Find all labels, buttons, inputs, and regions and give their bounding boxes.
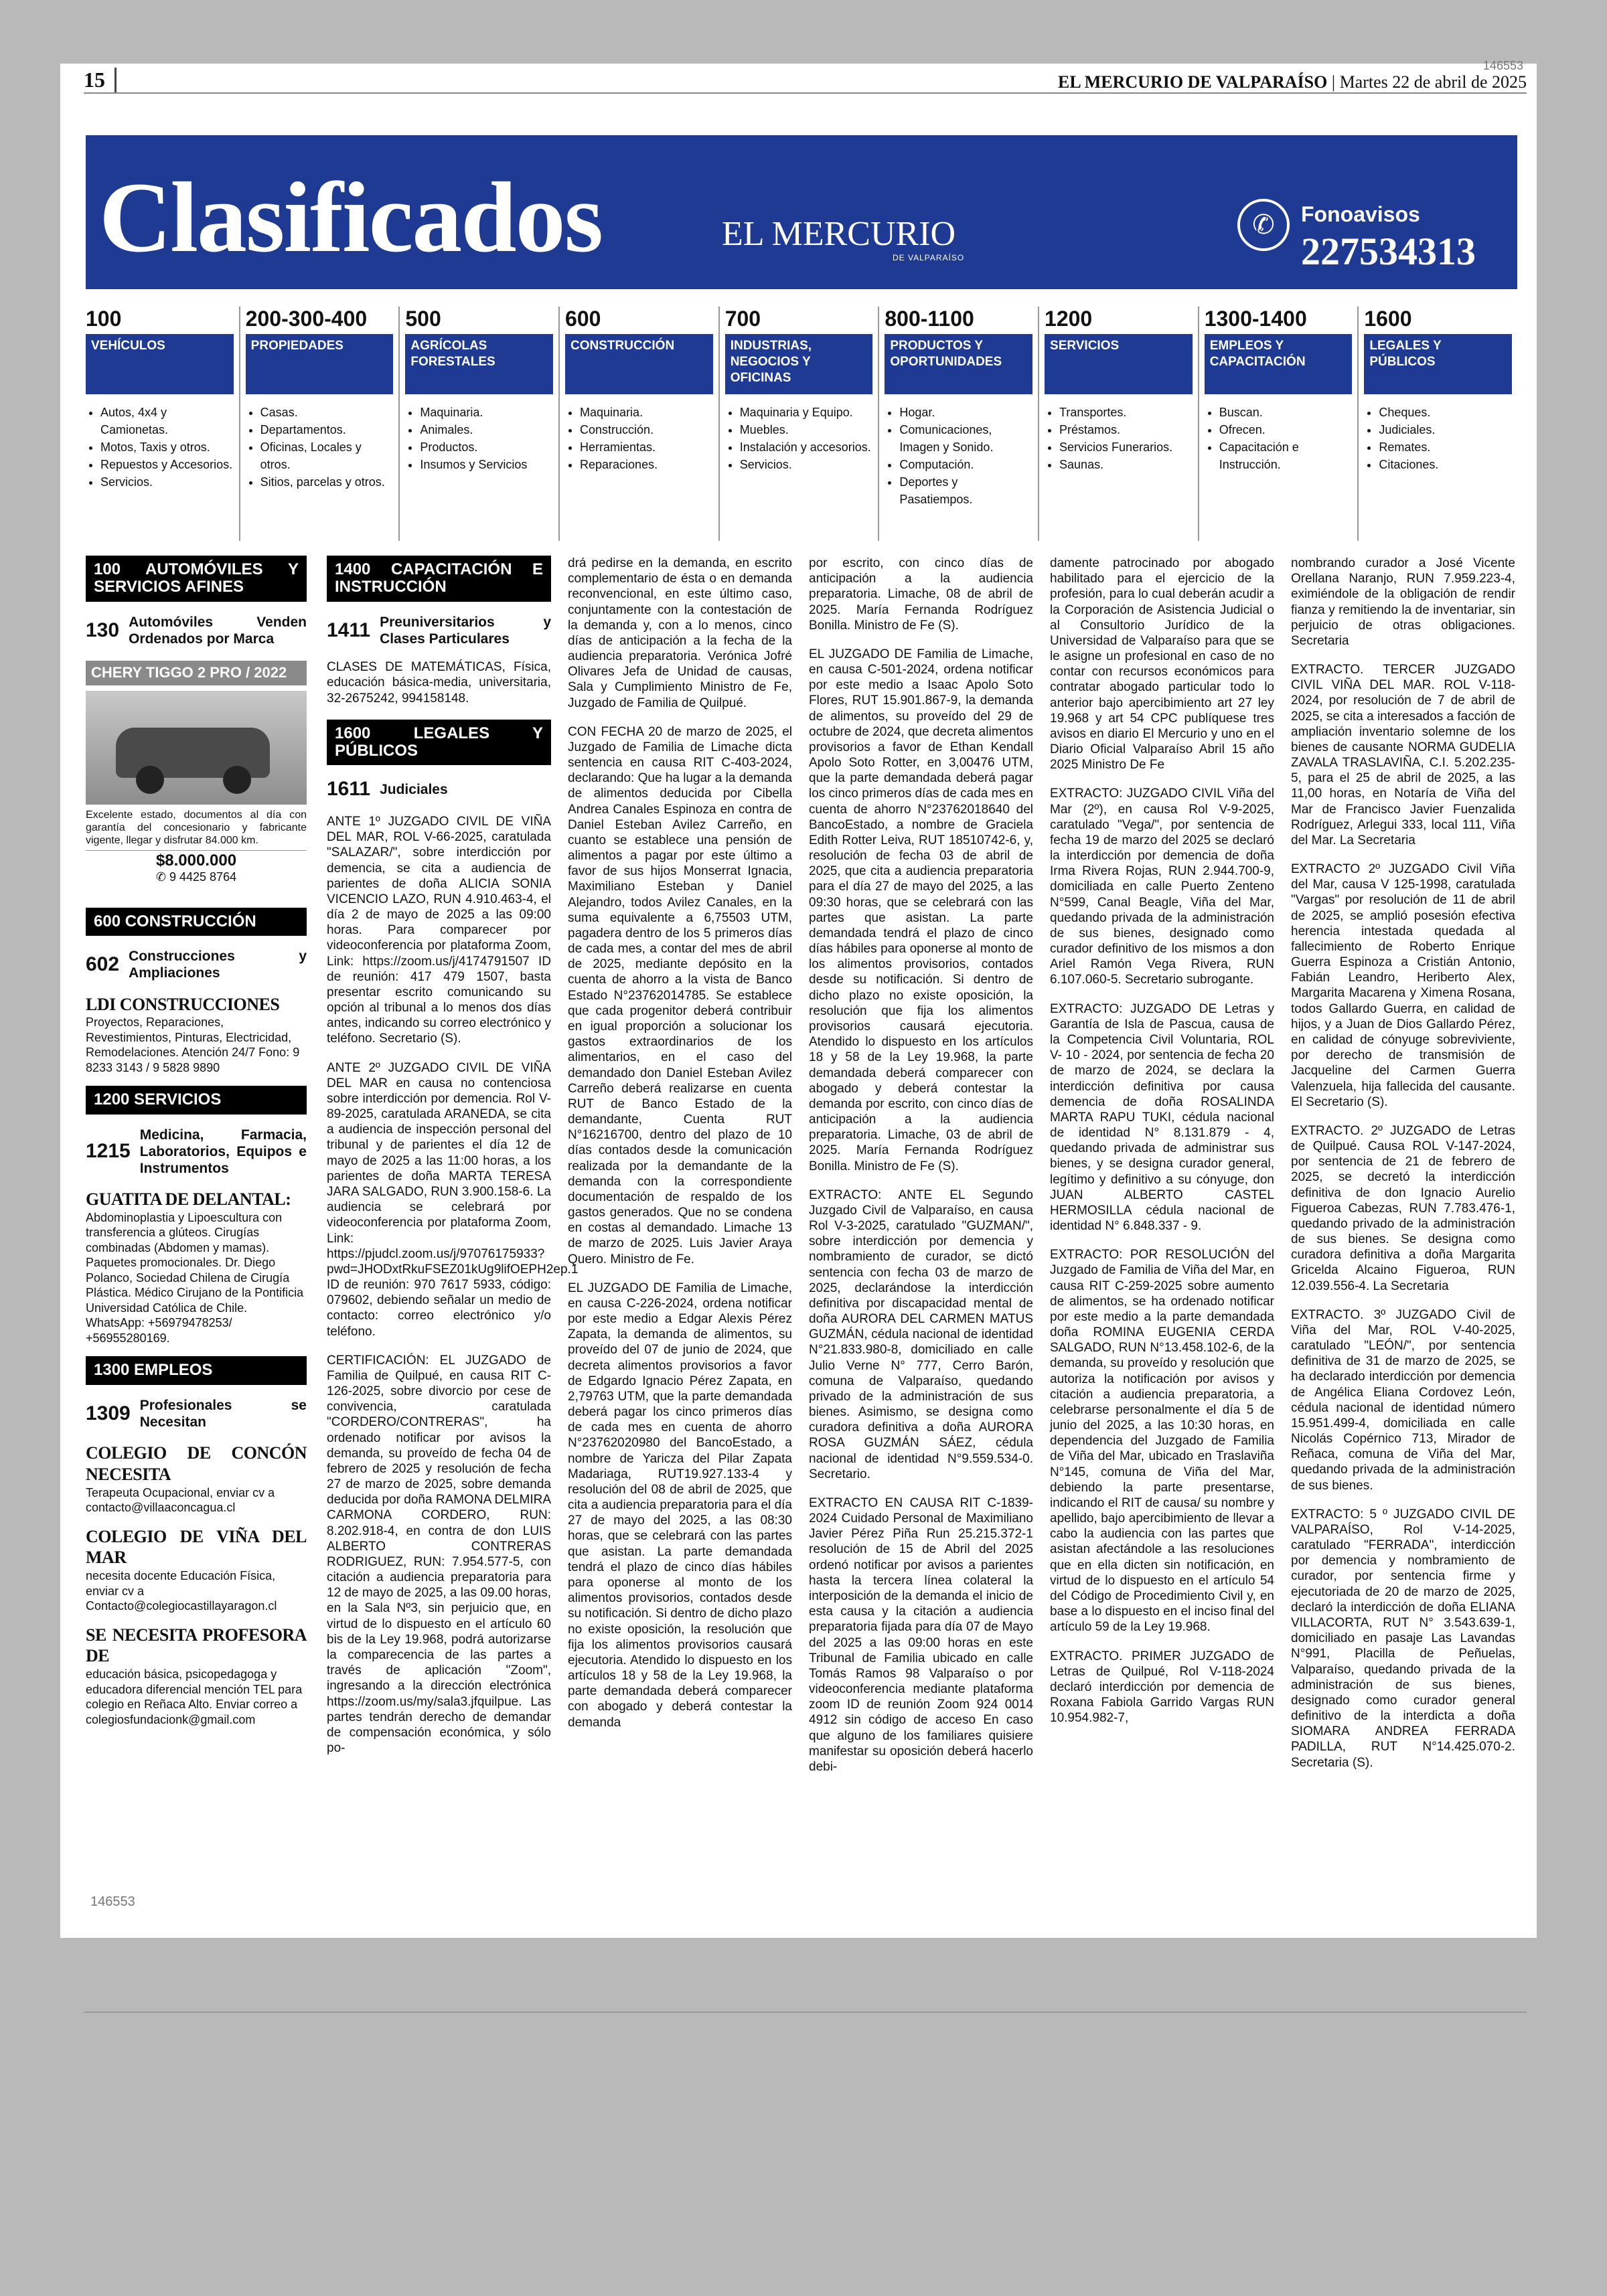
car-ad-title: CHERY TIGGO 2 PRO / 2022 (86, 661, 307, 685)
phone-icon: ✆ (1237, 199, 1290, 251)
category-number: 100 (86, 307, 122, 331)
category-item: • Insumos y Servicios (420, 456, 553, 473)
section-header-1600: 1600 LEGALES Y PÚBLICOS (327, 720, 551, 766)
category-items (1205, 404, 1353, 473)
category-600 (565, 307, 720, 541)
subcategory-number: 1611 (327, 778, 371, 801)
category-item: • Deportes y Pasatiempos. (899, 473, 1032, 508)
legal-notice: drá pedirse en la demanda, en escrito complementario de ésta o en demanda reconvencional, en este último caso, conjuntamente con la contestación de la demanda y, con a lo menos, cinco días de anticipación a la fecha de la audiencia preparatoria. Verónica Jofré Olivares Jefa de Unidad de causas, Sala y Cumplimiento Ministro de Fe, Juzgado de Familia de Quilpué. (568, 556, 792, 710)
category-item: • Herramientas. (580, 438, 713, 456)
category-item: • Maquinaria y Equipo. (740, 404, 873, 421)
legal-notice: EXTRACTO. TERCER JUZGADO CIVIL VIÑA DEL MAR. ROL V-118-2024, por resolución de 7 de abril de 2025, se cita a interesados a facción de ampliación inventario solemne de los bienes de causante NORMA GUDELIA ZAVALA TRASLAVIÑA, C.I. 5.202.235-5, para el 25 de abril de 2025, a las 11,00 horas, en Notaría de Viña del Mar de Francisco Javier Fuenzalida Rodríguez, Arlegui 333, local 111, Viña del Mar. La Secretaria (1291, 663, 1515, 847)
category-number: 1300-1400 (1204, 307, 1307, 331)
newspaper-name: EL MERCURIO DE VALPARAÍSO (1057, 72, 1328, 92)
category-number: 500 (405, 307, 441, 331)
category-item: • Oficinas, Locales y otros. (260, 438, 394, 473)
ad-heading: COLEGIO DE CONCÓN NECESITA (86, 1443, 307, 1484)
legal-notice: EXTRACTO 2º JUZGADO Civil Viña del Mar, causa V 125-1998, caratulada "Vargas" por resolución de 11 de abril de 2025, se amplió posesión efectiva herencia intestada quedada al fallecimiento de Roberto Enrique Guerra Espinoza a Cristián Antonio, Fabián Leandro, Heriberto Alex, Margarita Macarena y Ximena Rosana, todos Gallardo Guerra, en calidad de hijos, y a Juan de Dios Gallardo Pérez, en calidad de cónyuge sobreviviente, por derecho de transmisión de Jacqueline del Carmen Guerra Valenzuela, hija fallecida del causante. El Secretario (S). (1291, 862, 1515, 1109)
legal-notice: nombrando curador a José Vicente Orellana Naranjo, RUN 7.959.223-4, eximiéndole de la obligación de rendir fianza y remitiendo la de inventariar, sin perjuicio de otras obligaciones. Secretaria (1291, 556, 1515, 648)
column-2 (327, 556, 579, 1769)
category-item: • Animales. (420, 421, 553, 438)
subcategory-label: Profesionales se Necesitan (139, 1397, 307, 1430)
category-200-300-400 (246, 307, 400, 541)
legal-notice: EXTRACTO: 5 º JUZGADO CIVIL DE VALPARAÍSO, Rol V-14-2025, caratulado "FERRADA", interdicción por demencia y nombramiento de curador, por sentencia firme y ejecutoriada de 20 de marzo de 2025, declaró la interdicción de doña ELIANA VILLACORTA, RUT N° 3.543.639-1, domiciliado en pasaje Las Lavandas N°991, Placilla de Peñuelas, Valparaíso, quedando privada de la administración de sus bienes, designado como curador general definitivo de la interdicta a doña SIOMARA ANDREA FERRADA PADILLA, RUT N°14.425.070-2. Secretaria (S). (1291, 1507, 1515, 1770)
category-items (405, 404, 553, 473)
subcategory-number: 602 (86, 953, 120, 976)
category-item: • Autos, 4x4 y Camionetas. (100, 404, 234, 438)
category-item: • Maquinaria. (580, 404, 713, 421)
category-number: 200-300-400 (245, 307, 368, 331)
legal-notice: EXTRACTO: JUZGADO CIVIL Viña del Mar (2º), en causa Rol V-9-2025, caratulado "Vega/", por sentencia de fecha 19 de marzo del 2025 se declaró la interdicción por demencia de doña Irma Rivera Rojas, RUN 2.944.700-9, domiciliada en calle Puerto Zenteno N°599, Canal Beagle, Viña del Mar, quedando privada de la administración de sus bienes, designado como curador definitivo de los mismos a don Ariel Ramón Vega Rivera, RUN 6.107.060-5. Secretario subrogante. (1050, 787, 1274, 987)
column-5 (1050, 556, 1274, 1739)
newspaper-logo: EL MERCURIO (722, 215, 956, 253)
category-item: • Computación. (899, 456, 1032, 473)
section-header-1400: 1400 CAPACITACIÓN E INSTRUCCIÓN (327, 556, 551, 602)
category-number: 700 (724, 307, 761, 331)
legal-notice: ANTE 1º JUZGADO CIVIL DE VIÑA DEL MAR, ROL V-66-2025, caratulada "SALAZAR/", sobre interdicción por demencia, se cita a audiencia de parientes de doña ALICIA SONIA VICENCIO LAZO, RUN 4.910.463-4, el día 2 de mayo de 2025 a las 09:00 horas. Para comparecer por videoconferencia por plataforma Zoom, Link: https://zoom.us/j/4174791507 ID de reunión: 417 479 1507, basta presentar escrito comunicando su opción al tribunal a lo menos dos días antes, indicando su correo electrónico y teléfono. Secretario (S). (327, 815, 551, 1046)
section-header-1300: 1300 EMPLEOS (86, 1356, 307, 1384)
category-name: INDUSTRIAS, NEGOCIOS Y OFICINAS (725, 334, 873, 394)
column-1 (86, 556, 307, 1738)
subcategory-1309 (86, 1397, 307, 1430)
category-item: • Sitios, parcelas y otros. (260, 473, 394, 491)
category-item: • Departamentos. (260, 421, 394, 438)
category-items (885, 404, 1032, 509)
category-700 (725, 307, 880, 541)
category-name: PRODUCTOS Y OPORTUNIDADES (885, 334, 1032, 394)
category-item: • Judiciales. (1379, 421, 1512, 438)
category-1300-1400 (1205, 307, 1359, 541)
subcategory-label: Judiciales (380, 782, 448, 798)
category-item: • Ofrecen. (1219, 421, 1353, 438)
category-500 (405, 307, 560, 541)
car-photo (86, 691, 307, 805)
column-3 (568, 556, 792, 1744)
column-6 (1291, 556, 1515, 1784)
subcategory-602 (86, 948, 307, 981)
legal-notice: EXTRACTO. 3º JUZGADO Civil de Viña del Mar, ROL V-40-2025, caratulado "LEÓN/", por sentencia definitiva de 31 de marzo de 2025, se ha declarado interdicción por demencia de Angélica Eliana Cordovez León, cédula nacional de identidad número 15.951.499-4, domiciliada en calle Nicolás Copérnico 713, Mirador de Reñaca, comuna de Viña del Mar, quedando privada de la administración de sus bienes. (1291, 1307, 1515, 1493)
category-item: • Buscan. (1219, 404, 1353, 421)
category-item: • Comunicaciones, Imagen y Sonido. (899, 421, 1032, 456)
section-header-100: 100 AUTOMÓVILES Y SERVICIOS AFINES (86, 556, 307, 602)
category-item: • Servicios. (740, 456, 873, 473)
section-header-1200: 1200 SERVICIOS (86, 1086, 307, 1114)
legal-notice: EXTRACTO: POR RESOLUCIÓN del Juzgado de Familia de Viña del Mar, en causa RIT C-259-2025 sobre aumento de alimentos, se ha ordenado notificar por este medio a la parte demandada doña ROMINA EUGENIA CERDA SALGADO, RUN N°13.458.102-6, de la demanda, su proveído y resolución que autoriza la notificación por avisos y citación a audiencia preparatoria, a celebrarse personalmente el día 5 de junio del 2025, a las 10:30 horas, en dependencia del Juzgado de Familia de Viña del Mar, ubicado en Traslaviña N°145, comuna de Viña del Mar, debiendo la parte presentarse, indicando el RIT de causa/ su nombre y apellido, bajo apercibimiento de llevar a cabo la audiencia con las partes que asistan afectándole a las resoluciones que en ella dicten sin notificación, en virtud de lo dispuesto en el artículo 54 del Código de Procedimiento Civil y, en base a lo dispuesto en el inciso final del artículo 59 de la Ley 19.968. (1050, 1248, 1274, 1635)
category-item: • Hogar. (899, 404, 1032, 421)
car-ad-phone: ✆ 9 4425 8764 (155, 870, 237, 884)
category-item: • Citaciones. (1379, 456, 1512, 473)
category-item: • Repuestos y Accesorios. (100, 456, 234, 473)
category-800-1100 (885, 307, 1039, 541)
category-item: • Servicios Funerarios. (1059, 438, 1193, 456)
ad-heading: SE NECESITA PROFESORA DE (86, 1625, 307, 1666)
category-name: LEGALES Y PÚBLICOS (1364, 334, 1512, 394)
subcategory-label: Preuniversitarios y Clases Particulares (380, 614, 551, 647)
ad-body: educación básica, psicopedagoga y educadora diferencial mención TEL para colegio en Reñaca Alto. Enviar correo a colegiosfundacionk@gmail.com (86, 1667, 303, 1726)
category-item: • Motos, Taxis y otros. (100, 438, 234, 456)
category-name: EMPLEOS Y CAPACITACIÓN (1205, 334, 1353, 394)
issue-date: Martes 22 de abril de 2025 (1339, 72, 1527, 92)
legal-notice: EL JUZGADO DE Familia de Limache, en causa C-226-2024, ordena notificar por este medio a Edgar Alexis Pérez Zapata, la demanda de alimentos, su proveído del 07 de junio de 2024, que decreta alimentos provisorios a favor de Edgardo Ignacio Pérez Zapata, en 2,79763 UTM, que la parte demandada deberá pagar los cinco primeros días de cada mes en cuenta de ahorro N°23762020980 del BancoEstado, a nombre de Yaricza del Pilar Zapata Madariaga, RUT19.927.133-4 y resolución del 08 de abril de 2025, que cita a audiencia preparatoria para el día 27 de mayo del 2025, a las 08:30 horas, que se celebrará con las partes que asistan. La parte demandada tendrá el plazo de cinco días hábiles para oponerse al monto de los alimentos provisorios, contados desde su notificación. Si dentro de dicho plazo no existe oposición, la resolución que fija los alimentos provisorios causará ejecutoria. Atendido lo dispuesto en los artículos 18 y 58 de la Ley 19.968, la parte demandada deberá comparecer con abogado y deberá contestar la demanda (568, 1281, 792, 1730)
legal-notice: ANTE 2º JUZGADO CIVIL DE VIÑA DEL MAR en causa no contenciosa sobre interdicción por demencia. Rol V-89-2025, caratulada ARANEDA, se cita a audiencia de inspección personal del tribunal y de parientes el día 12 de mayo de 2025 a las 11:00 horas, a los parientes de doña MARTA TERESA JARA SALGADO, RUN 3.900.158-6. La audiencia se celebrará por videoconferencia por plataforma Zoom, Link: https://pjudcl.zoom.us/j/97076175933?pwd=JHODxtRkuFSEZ01kUg9lifOEPH2ep.1 ID de reunión: 970 7617 5933, código: 079602, debiendo señalar un medio de contacto: correo electrónico y/o teléfono. (327, 1060, 579, 1339)
legal-notice: CERTIFICACIÓN: EL JUZGADO de Familia de Quilpué, en causa RIT C-126-2025, sobre divorcio por cese de convivencia, caratulada "CORDERO/CONTRERAS", ha ordenado notificar por avisos la demanda, su proveído de fecha 04 de febrero de 2025 y resolución de fecha 27 de marzo de 2025, sobre demanda deducida por doña RAMONA DELMIRA CARMONA CORDERO, RUN: 8.202.918-4, en contra de don LUIS ALBERTO CONTRERAS RODRIGUEZ, RUN: 7.954.577-5, con citación a audiencia preparatoria para 12 de mayo de 2025, a las 09.00 horas, en la Sala Nº3, sin perjuicio que, en virtud de lo dispuesto en el artículo 60 bis de la Ley 19.968, podrá autorizarse la comparecencia de las partes a través de aplicación "Zoom", ingresando a la dirección electrónica https://zoom.us/my/sala3.jfquilpue. Las partes tendrán derecho de demandar de compensación económica, y sólo po- (327, 1353, 551, 1756)
section-title: Clasificados (99, 162, 603, 273)
car-ad-caption: Excelente estado, documentos al día con garantía del concesionario y fabricante vigente, llegar y disfrutar 84.000 km. (86, 809, 307, 847)
ad-body: Terapeuta Ocupacional, enviar cv a contacto@villaaconcagua.cl (86, 1485, 275, 1515)
footer-code: 146553 (90, 1894, 135, 1909)
column-4 (809, 556, 1033, 1788)
legal-notice: EXTRACTO. PRIMER JUZGADO de Letras de Quilpué, Rol V-118-2024 declaró interdicción por demencia de Roxana Fabiola Garrido Vargas RUN 10.954.982-7, (1050, 1649, 1274, 1726)
legal-notice: EXTRACTO. 2º JUZGADO de Letras de Quilpué. Causa ROL V-147-2024, por sentencia de 21 de febrero de 2025, se decretó la interdicción definitiva de don Ignacio Aurelio Figueroa Cabezas, RUN 7.783.476-1, quedando privado de la administración de sus bienes. Se designa como curadora definitiva a doña Margarita Gricelda Alcaino Figueroa, RUN 12.039.556-4. La Secretaria (1291, 1123, 1515, 1293)
category-1200 (1045, 307, 1199, 541)
newspaper-logo-sub: DE VALPARAÍSO (893, 253, 965, 262)
category-items (86, 404, 234, 491)
category-item: • Capacitación e Instrucción. (1219, 438, 1353, 473)
subcategory-1611 (327, 777, 551, 802)
category-name: AGRÍCOLAS FORESTALES (405, 334, 553, 394)
ad-heading: GUATITA DE DELANTAL: (86, 1190, 291, 1210)
section-header-600: 600 CONSTRUCCIÓN (86, 908, 307, 936)
legal-notice: EL JUZGADO DE Familia de Limache, en causa C-501-2024, ordena notificar por este medio a Isaac Apolo Soto Flores, RUT 15.901.867-9, la demanda de alimentos, su proveído del 29 de octubre de 2024, que decreta alimentos provisorios a favor de Ethan Kendall Apolo Soto Rotter, en 3,00476 UTM, que la parte demandada deberá pagar los cinco primeros días de cada mes en cuenta de ahorro N°23762018640 del BancoEstado, a nombre de Graciela Edith Rotter Leiva, RUT 18510742-6, y, resolución de fecha 03 de abril de 2025, que cita a audiencia preparatoria para el día 27 de mayo del 2025, a las 09:30 horas, que se celebrará con las partes que asistan. La parte demandada tendrá el plazo de cinco días hábiles para oponerse al monto de los alimentos provisorios, contados desde su notificación. Si dentro de dicho plazo no existe oposición, la resolución que fija los alimentos provisorios causará ejecutoria. Atendido lo dispuesto en los artículos 18 y 58 de la Ley 19.968, la parte demandada deberá comparecer con abogado y deberá contestar la demanda por escrito, con cinco días de anticipación a la audiencia preparatoria. Limache, 03 de abril de 2025. María Fernanda Rodríguez Bonilla. Ministro de Fe (S). (809, 647, 1033, 1173)
page-header (84, 66, 1527, 94)
category-item: • Préstamos. (1059, 421, 1193, 438)
subcategory-130 (86, 614, 307, 647)
classifieds-banner (86, 135, 1517, 289)
category-1600 (1364, 307, 1517, 541)
legal-notice: por escrito, con cinco días de anticipación a la audiencia preparatoria. Limache, 08 de abril de 2025. María Fernanda Rodríguez Bonilla. Ministro de Fe (S). (809, 556, 1033, 633)
category-item: • Servicios. (100, 473, 234, 491)
category-items (1364, 404, 1512, 473)
legal-notice: CON FECHA 20 de marzo de 2025, el Juzgado de Familia de Limache dicta sentencia en causa RIT C-403-2024, declarando: Que ha lugar a la demanda de alimentos deducida por Cibella Andrea Canales Espinoza en contra de Daniel Esteban Avilez Carreño, en cuanto se establece una pensión de alimentos a pagar por este último a favor de sus hijos Monserrat Ignacia, Maximiliano Esteban y Daniel Alejandro, todos Avilez Canales, en la suma equivalente a 6,75503 UTM, pagadera dentro de los 5 primeros días de cada mes, a contar del mes de abril de 2025, mediante depósito en la cuenta de ahorro a la vista de Banco Estado N°23762014785. Se establece que cada progenitor deberá contribuir en igual proporción a solucionar los gastos extraordinarios de los alimentarios, en el caso del demandado don Daniel Esteban Avilez Carreño deberá realizarse en cuenta RUT de Banco Estado de la demandante, Cuenta RUT N°16216700, dentro del plazo de 10 días contados desde la comunicación realizada por la demandante de la demanda con la correspondiente documentación de respaldo de los gastos generados. Que no se condena en costas al demandado. Limache 13 de marzo de 2025. Luis Javier Araya Quero. Ministro de Fe. (568, 724, 792, 1266)
category-index (86, 307, 1517, 541)
category-item: • Reparaciones. (580, 456, 713, 473)
fonoavisos-label: Fonoavisos (1301, 202, 1420, 226)
category-item: • Productos. (420, 438, 553, 456)
subcategory-number: 130 (86, 619, 120, 641)
legal-notice: EXTRACTO: JUZGADO DE Letras y Garantía de Isla de Pascua, causa de la Competencia Civil Voluntaria, ROL V- 10 - 2024, por sentencia de fecha 20 de marzo de 2024, se declara la interdicción definitiva por causa demencia de doña ROSALINDA MARTA RAPU TUKI, cédula nacional de identidad N° 8.131.879 - 4, quedando privada de administrar sus bienes, y se designa curador general, legítimo y definitivo a su cónyuge, don JUAN ALBERTO CASTEL HERMOSILLA cédula nacional de identidad N° 6.848.337 - 9. (1050, 1001, 1274, 1234)
category-item: • Cheques. (1379, 404, 1512, 421)
category-item: • Maquinaria. (420, 404, 553, 421)
category-items (246, 404, 394, 491)
category-name: VEHÍCULOS (86, 334, 234, 394)
header-info: EL MERCURIO DE VALPARAÍSO | Martes 22 de abril de 2025 (1057, 72, 1527, 92)
category-items (1045, 404, 1193, 473)
subcategory-label: Construcciones y Ampliaciones (129, 949, 307, 981)
ad-body: necesita docente Educación Física, enviar cv a Contacto@colegiocastillayaragon.cl (86, 1569, 277, 1613)
ad-body: Proyectos, Reparaciones, Revestimientos, Pinturas, Electricidad, Remodelaciones. Atención 24/7 Fono: 9 8233 3143 / 9 5828 9890 (86, 1015, 300, 1074)
ad-heading: COLEGIO DE VIÑA DEL MAR (86, 1526, 307, 1568)
category-number: 600 (565, 307, 601, 331)
subcategory-label: Medicina, Farmacia, Laboratorios, Equipos e Instrumentos (139, 1127, 307, 1177)
category-item: • Saunas. (1059, 456, 1193, 473)
bottom-rule (84, 2012, 1527, 2013)
category-item: • Construcción. (580, 421, 713, 438)
category-number: 1200 (1045, 307, 1093, 331)
category-100 (86, 307, 240, 541)
category-number: 1600 (1364, 307, 1412, 331)
category-name: PROPIEDADES (246, 334, 394, 394)
subcategory-number: 1215 (86, 1140, 131, 1163)
fonoavisos-number: 227534313 (1301, 230, 1476, 273)
legal-notice: EXTRACTO EN CAUSA RIT C-1839-2024 Cuidado Personal de Maximiliano Javier Pérez Piña Run 25.215.372-1 resolución de 15 de Abril del 2025 ordenó notificar por avisos a parientes hasta la tercera línea colateral la interposición de la demanda el inicio de esta causa y la citación a audiencia preparatoria fijada para día 07 de Mayo del 2025 a las 09:00 horas en este Tribunal de Familia ubicado en calle Tomás Ramos 98 Valparaíso o por videoconferencia mediante plataforma zoom ID de reunión Zoom 924 0014 4912 sin código de acceso En caso que alguno de los familiares quisiere manifestar su oposición deberá hacerlo debi- (809, 1495, 1033, 1774)
category-item: • Muebles. (740, 421, 873, 438)
category-number: 800-1100 (885, 307, 974, 331)
category-item: • Casas. (260, 404, 394, 421)
ad-heading: LDI CONSTRUCCIONES (86, 994, 280, 1014)
car-ad-price: $8.000.000 (86, 850, 307, 870)
category-items (565, 404, 713, 473)
category-item: • Transportes. (1059, 404, 1193, 421)
category-items (725, 404, 873, 473)
legal-notice: damente patrocinado por abogado habilitado para el ejercicio de la profesión, para lo cual deberán acudir a la Corporación de Asistencia Judicial o al Consultorio Jurídico de la Universidad de Valparaíso para que se le asigne un profesional en caso de no contar con recursos económicos para contratar abogado particular todo lo anterior bajo apercibimiento art 27 ley 19.968 y art 54 CPC publíquese tres avisos en diario El Mercurio y uno en el Diario Oficial Valparaíso Abril 15 año 2025 Ministro De Fe (1050, 556, 1274, 772)
subcategory-1411 (327, 614, 551, 647)
subcategory-number: 1309 (86, 1402, 131, 1424)
legal-notice: CLASES DE MATEMÁTICAS, Física, educación básica-media, universitaria, 32-2675242, 994158148. (327, 660, 551, 706)
category-name: CONSTRUCCIÓN (565, 334, 713, 394)
subcategory-label: Automóviles Venden Ordenados por Marca (129, 614, 307, 647)
category-name: SERVICIOS (1045, 334, 1193, 394)
page-number: 15 (84, 68, 117, 92)
category-item: • Instalación y accesorios. (740, 438, 873, 456)
top-code: 146553 (1482, 59, 1523, 72)
legal-notice: EXTRACTO: ANTE EL Segundo Juzgado Civil de Valparaíso, en causa Rol V-3-2025, caratulado "GUZMAN/", sobre interdicción por demencia y nombramiento de curador, se dictó sentencia con fecha 03 de marzo de 2025, declarándose la interdicción definitiva por discapacidad mental de doña AURORA DEL CARMEN MATUS GUZMÁN, cédula nacional de identidad N°21.833.980-8, domiciliado en calle Julio Verne N° 777, Cerro Barón, comuna de Valparaíso, quedando privado de la administración de sus bienes. Asimismo, se designa como curadora definitiva a doña AURORA ROSA GUZMÁN SÁEZ, cédula nacional de identidad N°9.559.534-0. Secretario. (809, 1187, 1033, 1481)
subcategory-1215 (86, 1127, 307, 1177)
ad-body: Abdominoplastia y Lipoescultura con transferencia a glúteos. Cirugías combinadas (Abdomen y mamas). Paquetes promocionales. Dr. Diego Polanco, Sociedad Chilena de Cirugía Plástica. Médico Cirujano de la Pontificia Universidad Católica de Chile. WhatsApp: +56979478253/ +56955280169. (86, 1210, 304, 1345)
category-item: • Remates. (1379, 438, 1512, 456)
subcategory-number: 1411 (327, 619, 371, 641)
